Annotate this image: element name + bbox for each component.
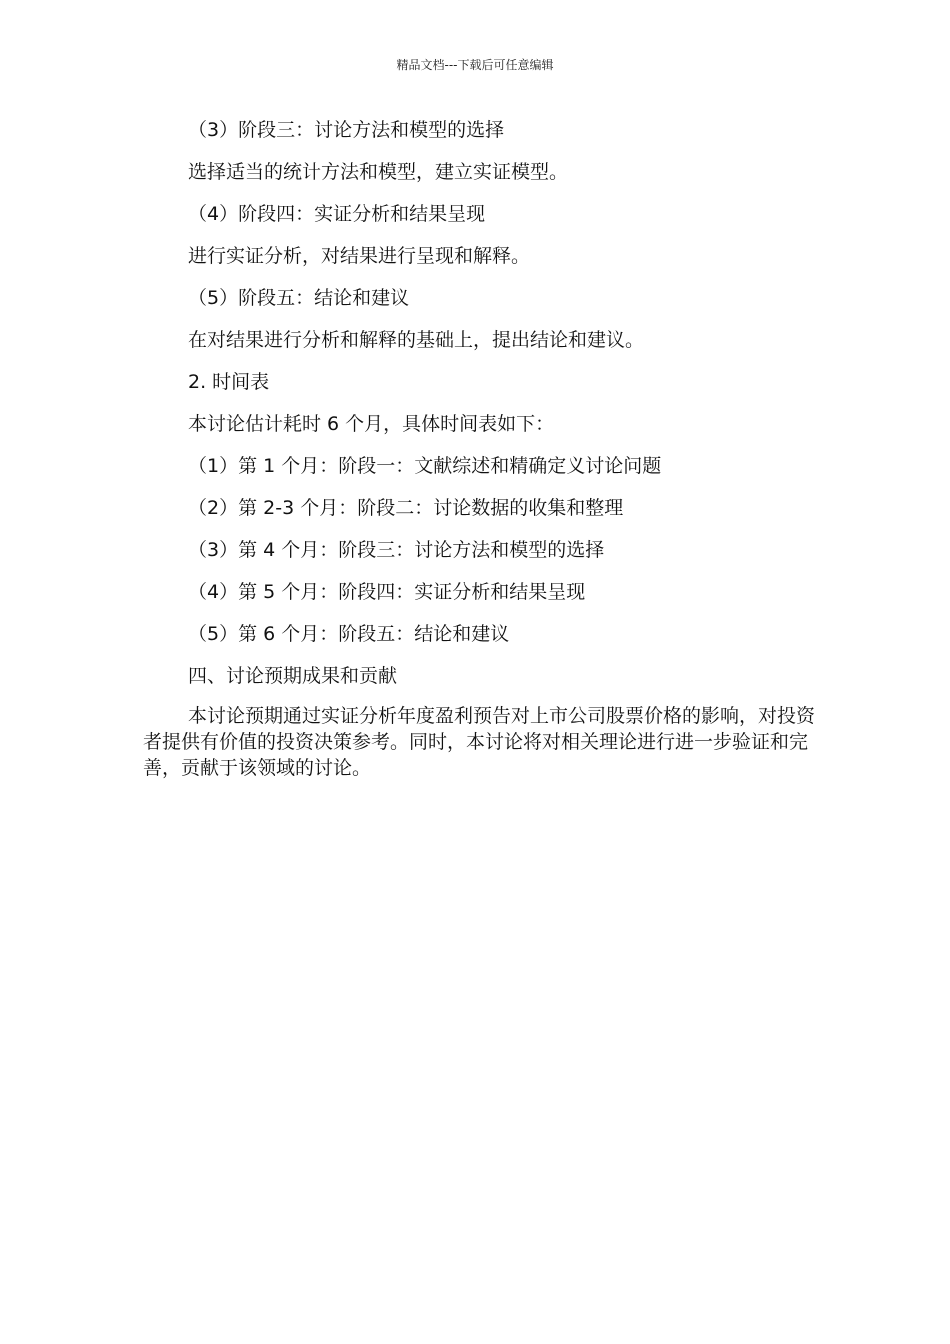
stage-3-description: 选择适当的统计方法和模型，建立实证模型。 bbox=[188, 161, 569, 183]
stage-5-description: 在对结果进行分析和解释的基础上，提出结论和建议。 bbox=[188, 329, 645, 351]
page-header: 精品文档---下载后可任意编辑 bbox=[396, 58, 554, 72]
section-timeline-heading: 2. 时间表 bbox=[188, 371, 270, 393]
stage-5-heading: （5）阶段五：结论和建议 bbox=[188, 287, 410, 309]
timeline-item-3: （3）第 4 个月：阶段三：讨论方法和模型的选择 bbox=[188, 539, 605, 561]
outcomes-paragraph: 本讨论预期通过实证分析年度盈利预告对上市公司股票价格的影响，对投资者提供有价值的投资决策参考。同时，本讨论将对相关理论进行进一步验证和完善，贡献于该领域的讨论。 bbox=[143, 705, 816, 779]
stage-4-heading: （4）阶段四：实证分析和结果呈现 bbox=[188, 203, 486, 225]
timeline-item-5: （5）第 6 个月：阶段五：结论和建议 bbox=[188, 623, 510, 645]
timeline-intro: 本讨论估计耗时 6 个月，具体时间表如下： bbox=[188, 413, 555, 435]
timeline-item-1: （1）第 1 个月：阶段一：文献综述和精确定义讨论问题 bbox=[188, 455, 662, 477]
timeline-item-4: （4）第 5 个月：阶段四：实证分析和结果呈现 bbox=[188, 581, 586, 603]
section-outcomes-heading: 四、讨论预期成果和贡献 bbox=[188, 665, 398, 687]
timeline-item-2: （2）第 2-3 个月：阶段二：讨论数据的收集和整理 bbox=[188, 497, 624, 519]
stage-4-description: 进行实证分析，对结果进行呈现和解释。 bbox=[188, 245, 531, 267]
stage-3-heading: （3）阶段三：讨论方法和模型的选择 bbox=[188, 119, 505, 141]
